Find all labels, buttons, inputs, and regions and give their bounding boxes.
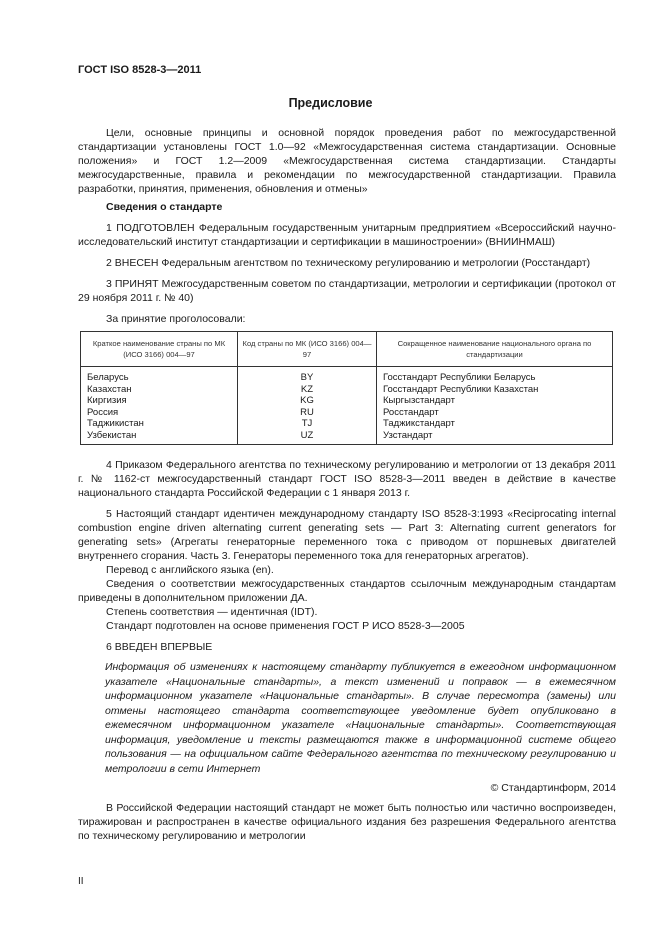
table-row: [81, 384, 613, 396]
cell-code: BY: [238, 367, 377, 384]
cell-code: RU: [238, 407, 377, 419]
voting-table: [80, 331, 613, 445]
item-3: 3 ПРИНЯТ Межгосударственным советом по стандартизации, метрологии и сертификации (протокол от 29 ноября 2011 г. № 40): [78, 278, 616, 304]
cell-country: Таджикистан: [81, 418, 238, 430]
item-5-degree: Степень соответствия — идентичная (IDT).: [106, 606, 318, 618]
item-5-references: Сведения о соответствии межгосударственных стандартов ссылочным международным стандартам приведены в дополнительном приложении ДА.: [78, 578, 616, 604]
cell-code: KG: [238, 395, 377, 407]
page-title: Предисловие: [288, 96, 373, 110]
table-row: [81, 407, 613, 419]
item-5-basis: Стандарт подготовлен на основе применения ГОСТ Р ИСО 8528-3—2005: [106, 620, 465, 632]
item-4: 4 Приказом Федерального агентства по техническому регулированию и метрологии от 13 декабря 2011 г. № 1162-ст межгосударственный стандарт ГОСТ ISO 8528-3—2011 введен в действие в качестве национального стандарта Российской Федерации с 1 января 2013 г.: [78, 459, 616, 499]
item-6: 6 ВВЕДЕН ВПЕРВЫЕ: [106, 641, 213, 653]
header-country-name: Краткое наименование страны по МК (ИСО 3166) 004—97: [81, 332, 238, 367]
cell-code: UZ: [238, 430, 377, 445]
table-row: [81, 418, 613, 430]
page-number: II: [78, 876, 84, 887]
item-1: 1 ПОДГОТОВЛЕН Федеральным государственным унитарным предприятием «Всероссийский научно-исследовательский институт стандартизации и сертификации в машиностроении» (ВНИИНМАШ): [78, 222, 616, 248]
table-row: [81, 395, 613, 407]
info-heading: Сведения о стандарте: [106, 201, 223, 213]
cell-code: KZ: [238, 384, 377, 396]
reproduction-notice: [78, 801, 616, 843]
cell-body: Госстандарт Республики Казахстан: [377, 384, 613, 396]
cell-country: Беларусь: [81, 367, 238, 384]
copyright: © Стандартинформ, 2014: [490, 782, 616, 794]
cell-country: Казахстан: [81, 384, 238, 396]
cell-country: Россия: [81, 407, 238, 419]
header-country-code: Код страны по МК (ИСО 3166) 004—97: [238, 332, 377, 367]
item-5-translation: Перевод с английского языка (en).: [106, 564, 274, 576]
changes-notice: Информация об изменениях к настоящему стандарту публикуется в ежегодном информационном указателе «Национальные стандарты», а текст изменений и поправок — в ежемесячном информационном указателе «Национальные стандарты». В случае пересмотра (замены) или отмены настоящего стандарта соответствующее уведомление будет опубликовано в ежемесячном информационном указателе «Национальные стандарты». Соответствующая информация, уведомление и тексты размещаются также в информационной системе общего пользования — на официальном сайте Федерального агентства по техническому регулированию и метрологии в сети Интернет: [105, 661, 616, 775]
cell-body: Таджикстандарт: [377, 418, 613, 430]
cell-body: Госстандарт Республики Беларусь: [377, 367, 613, 384]
foreword-body: [78, 126, 616, 654]
table-row: [81, 430, 613, 445]
reproduction-text: В Российской Федерации настоящий стандарт не может быть полностью или частично воспроизведен, тиражирован и распространен в качестве официального издания без разрешения Федерального агентства по техническому регулированию и метрологии: [78, 802, 616, 842]
cell-body: Кыргызстандарт: [377, 395, 613, 407]
vote-label: За принятие проголосовали:: [106, 313, 246, 325]
cell-body: Росстандарт: [377, 407, 613, 419]
item-2: 2 ВНЕСЕН Федеральным агентством по техническому регулированию и метрологии (Росстандарт): [106, 257, 591, 269]
cell-country: Узбекистан: [81, 430, 238, 445]
item-5: 5 Настоящий стандарт идентичен международному стандарту ISO 8528-3:1993 «Reciprocating internal combustion engine driven alternating current generating sets — Part 3: Alternating current generators for generating sets» (Агрегаты генераторные переменного тока с приводом от поршневых двигателей внутреннего сгорания. Часть 3. Генераторы переменного тока для генераторных агрегатов).: [78, 508, 616, 562]
table-row: [81, 367, 613, 384]
document-header: ГОСТ ISO 8528-3—2011: [78, 64, 202, 76]
cell-country: Киргизия: [81, 395, 238, 407]
header-standards-body: Сокращенное наименование национального органа по стандартизации: [377, 332, 613, 367]
cell-body: Узстандарт: [377, 430, 613, 445]
cell-code: TJ: [238, 418, 377, 430]
intro-paragraph: Цели, основные принципы и основной порядок проведения работ по межгосударственной стандартизации установлены ГОСТ 1.0—92 «Межгосударственная система стандартизации. Основные положения» и ГОСТ 1.2—2009 «Межгосударственная система стандартизации. Стандарты межгосударственные, правила и рекомендации по межгосударственной стандартизации. Правила разработки, принятия, применения, обновления и отмены»: [78, 127, 616, 195]
